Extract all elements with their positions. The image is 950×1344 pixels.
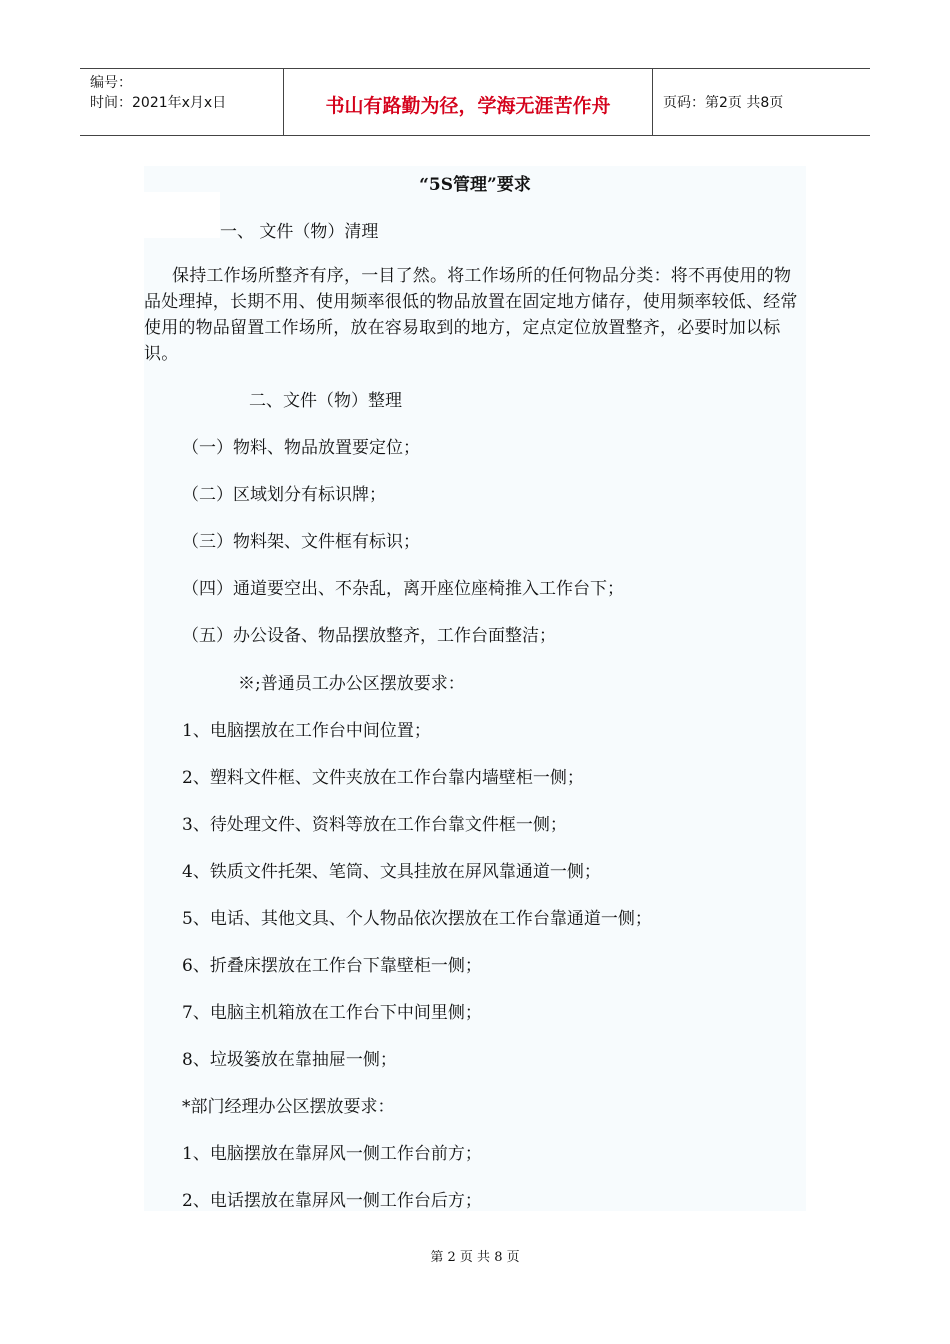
staff-item: 7、电脑主机箱放在工作台下中间里侧； <box>182 1003 482 1023</box>
motto: 书山有路勤为径，学海无涯苦作舟 <box>283 69 653 135</box>
staff-item: 3、待处理文件、资料等放在工作台靠文件框一侧； <box>182 815 567 835</box>
staff-item: 8、垃圾篓放在靠抽屉一侧； <box>182 1050 397 1070</box>
manager-heading: *部门经理办公区摆放要求： <box>182 1097 395 1117</box>
manager-item: 1、电脑摆放在靠屏风一侧工作台前方； <box>182 1144 482 1164</box>
staff-item: 6、折叠床摆放在工作台下靠壁柜一侧； <box>182 956 482 976</box>
staff-item: 2、塑料文件框、文件夹放在工作台靠内墙壁柜一侧； <box>182 768 584 788</box>
paragraph-1: 保持工作场所整齐有序，一目了然。将工作场所的任何物品分类：将不再使用的物品处理掉，长期不用、使用频率很低的物品放置在固定地方储存，使用频率较低、经常使用的物品留置工作场所，放在容易取到的地方，定点定位放置整齐，必要时加以标识。 <box>144 266 798 364</box>
section-heading-2: 二、文件（物）整理 <box>249 391 402 411</box>
page-info: 页码：第2页 共8页 <box>663 95 784 111</box>
manager-item: 2、电话摆放在靠屏风一侧工作台后方； <box>182 1191 482 1211</box>
section-heading-1: 一、 文件（物）清理 <box>220 222 379 242</box>
staff-item: 1、电脑摆放在工作台中间位置； <box>182 721 431 741</box>
staff-heading: ※;普通员工办公区摆放要求： <box>238 674 465 694</box>
header-left-cell <box>80 69 283 135</box>
page-footer: 第 2 页 共 8 页 <box>430 1250 520 1265</box>
staff-item: 5、电话、其他文具、个人物品依次摆放在工作台靠通道一侧； <box>182 909 652 929</box>
number-label: 编号： <box>90 75 132 91</box>
list-item: （二）区域划分有标识牌； <box>182 485 386 505</box>
header-table <box>80 68 870 136</box>
list-item: （五）办公设备、物品摆放整齐，工作台面整洁； <box>182 626 556 646</box>
document-title: “5S管理”要求 <box>419 175 531 195</box>
list-item: （一）物料、物品放置要定位； <box>182 438 420 458</box>
time-label: 时间：2021年x月x日 <box>90 95 227 111</box>
list-item: （三）物料架、文件框有标识； <box>182 532 420 552</box>
staff-item: 4、铁质文件托架、笔筒、文具挂放在屏风靠通道一侧； <box>182 862 601 882</box>
list-item: （四）通道要空出、不杂乱，离开座位座椅推入工作台下； <box>182 579 624 599</box>
content-notch <box>144 192 220 238</box>
